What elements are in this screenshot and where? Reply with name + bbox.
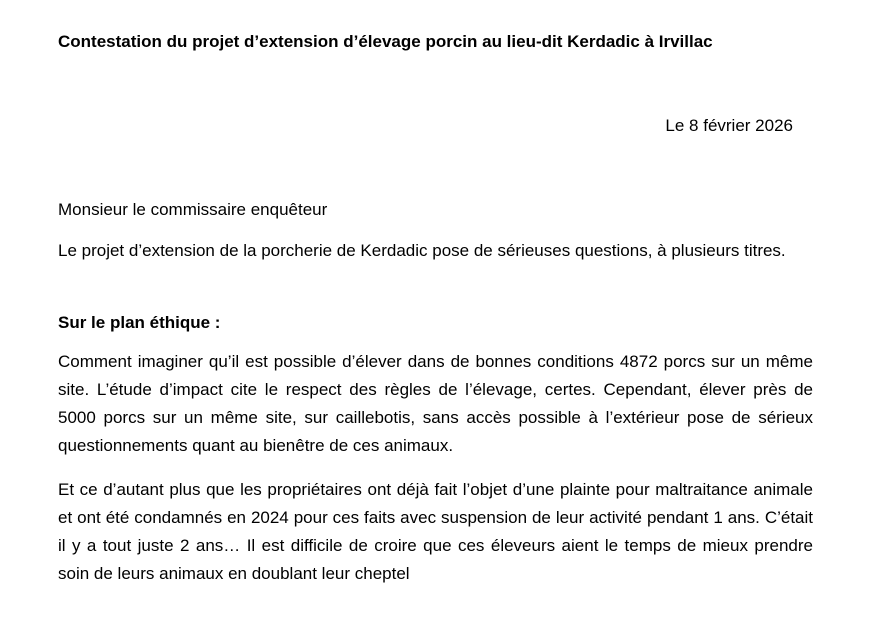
paragraph-ethique: Comment imaginer qu’il est possible d’élever dans de bonnes conditions 4872 porcs sur un même site. L’étude d’impact cite le respect des règles de l’élevage, certes. Cependant, élever près de 5000 porcs sur un même site, sur caillebotis, sans accès possible à l’extérieur pose de sérieux questionnements quant au bienêtre de ces animaux.: [58, 352, 813, 455]
section-heading-ethique: Sur le plan éthique :: [58, 313, 221, 332]
letter-subject: Contestation du projet d’extension d’élevage porcin au lieu-dit Kerdadic à Irvillac: [58, 32, 713, 51]
paragraph-maltraitance: Et ce d’autant plus que les propriétaires ont déjà fait l’objet d’une plainte pour maltraitance animale et ont été condamnés en 2024 pour ces faits avec suspension de leur activité pendant 1 ans. C’était il y a tout juste 2 ans… Il est difficile de croire que ces éleveurs aient le temps de mieux prendre soin de leurs animaux en doublant leur cheptel: [58, 480, 813, 583]
paragraph-intro: Le projet d’extension de la porcherie de Kerdadic pose de sérieuses questions, à plusieurs titres.: [58, 241, 786, 260]
letter-date: Le 8 février 2026: [665, 116, 793, 135]
letter-salutation: Monsieur le commissaire enquêteur: [58, 200, 328, 219]
